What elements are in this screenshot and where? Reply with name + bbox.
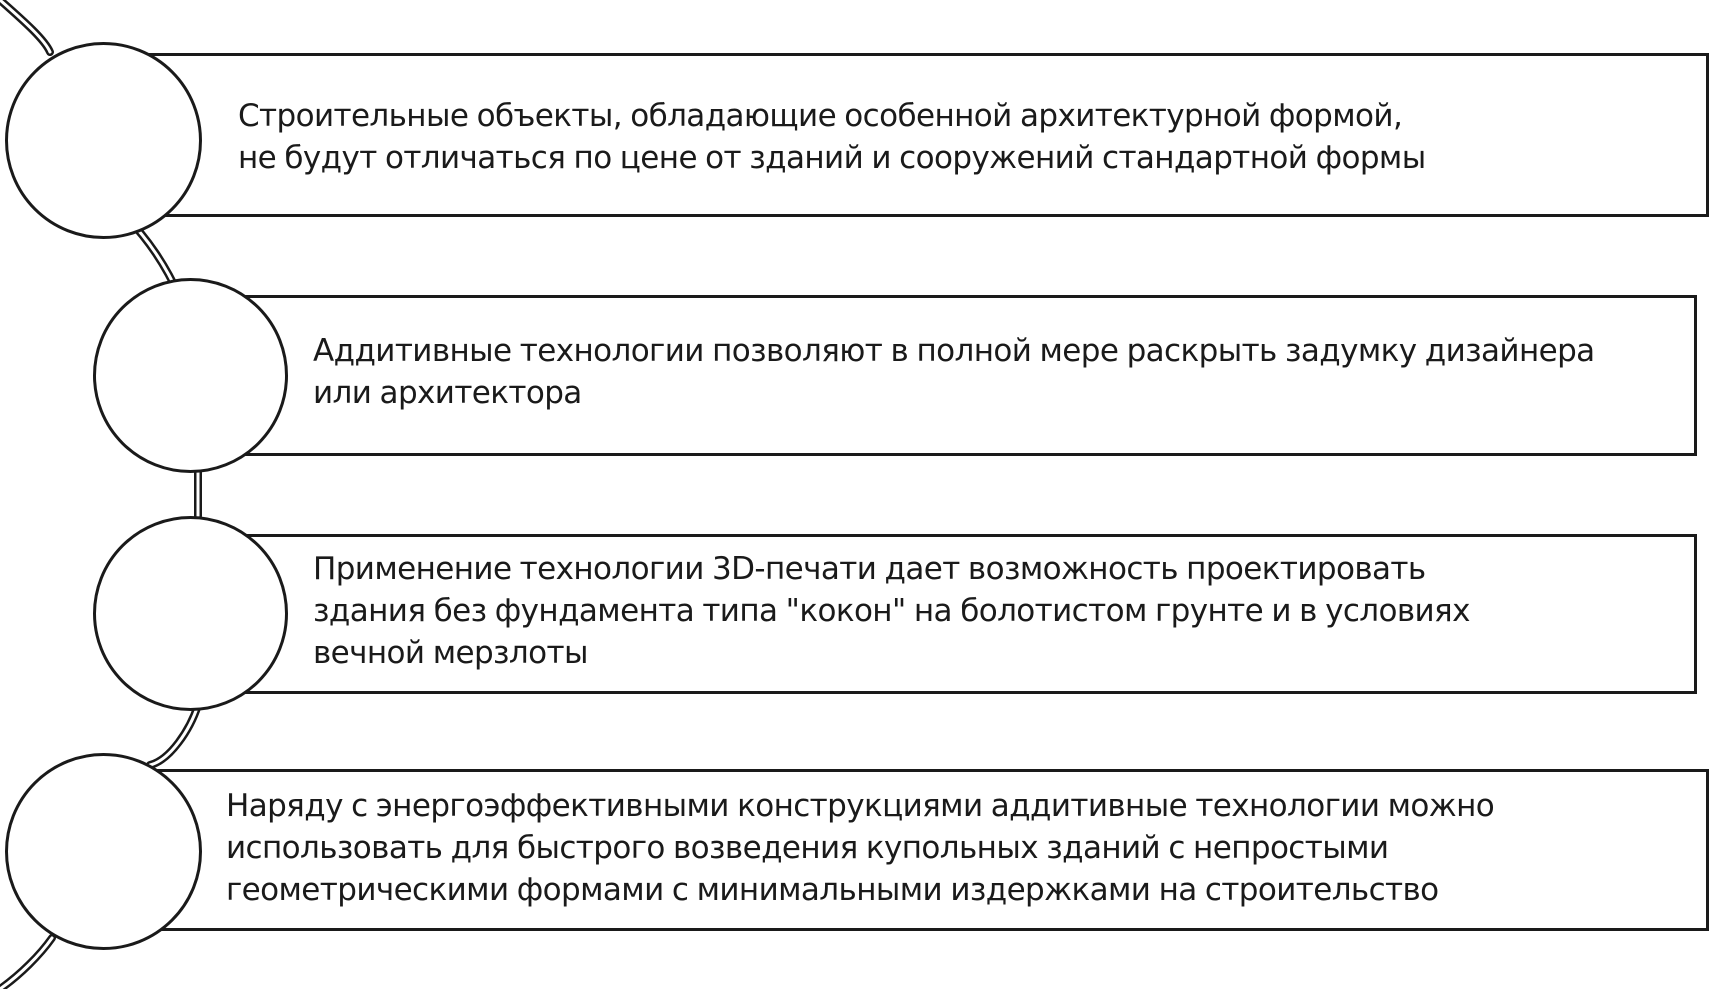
item-3-circle xyxy=(93,516,288,711)
item-1-text: Строительные объекты, обладающие особенной архитектурной формой, не будут отличаться по цене от зданий и сооружений стандартной формы xyxy=(238,98,1426,176)
item-4-circle xyxy=(5,753,202,950)
item-3-text: Применение технологии 3D-печати дает возможность проектировать здания без фундамента типа "кокон" на болотистом грунте и в условиях вечной мерзлоты xyxy=(313,551,1470,671)
item-2-circle xyxy=(93,278,288,473)
item-4-text: Наряду с энергоэффективными конструкциями аддитивные технологии можно использовать для быстрого возведения купольных зданий с непростыми геометрическими формами с минимальными издержками на строительство xyxy=(226,788,1495,908)
item-2-text: Аддитивные технологии позволяют в полной мере раскрыть задумку дизайнера или архитектора xyxy=(313,333,1595,411)
item-1-circle xyxy=(5,42,202,239)
